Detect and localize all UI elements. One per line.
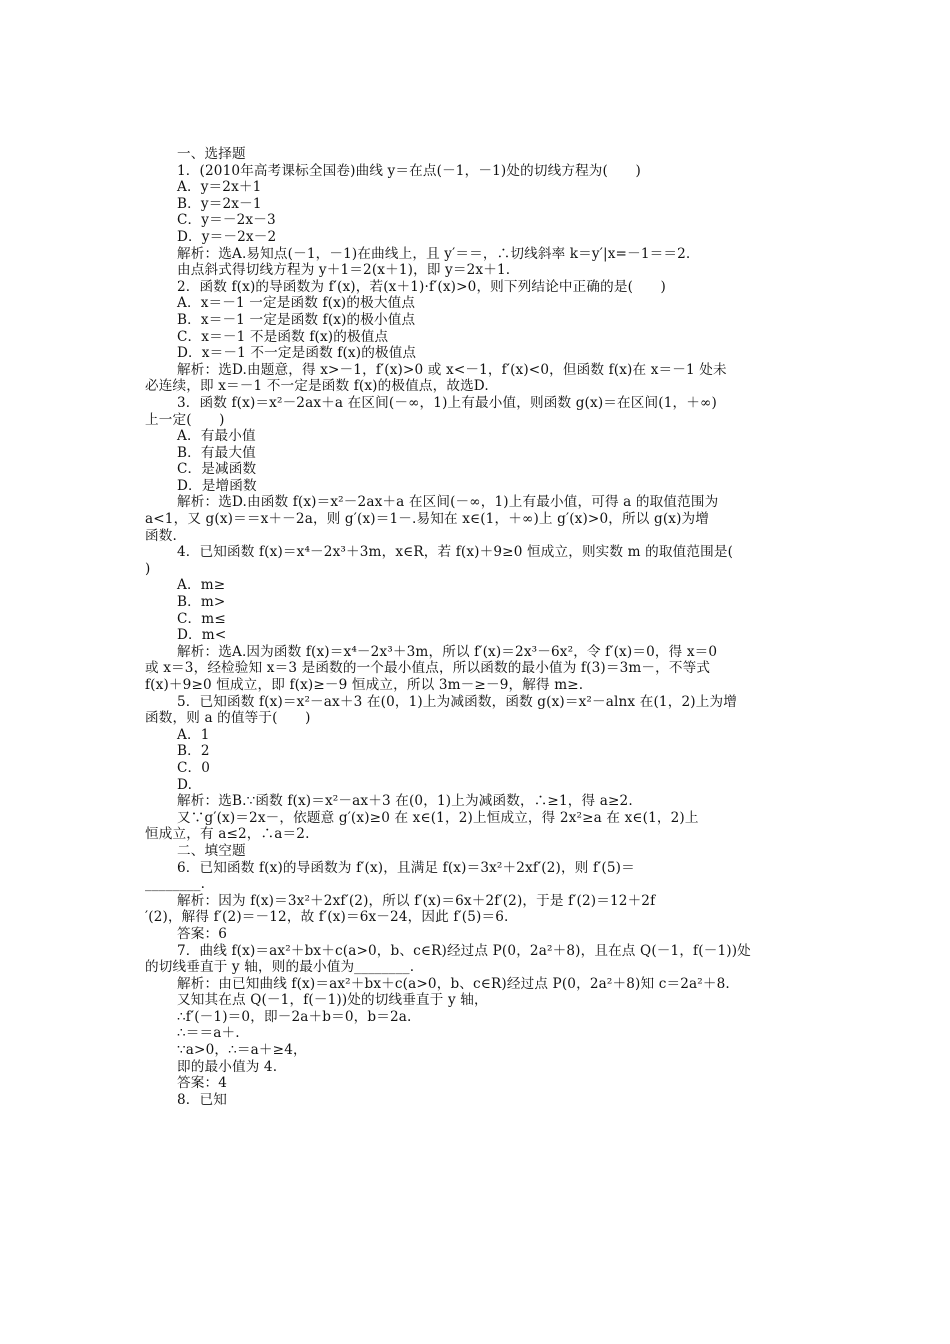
text-line: C．是减函数 xyxy=(177,461,257,478)
text-line: 的切线垂直于 y 轴，则的最小值为________. xyxy=(145,959,415,976)
text-line: ∵a>0，∴＝a＋≥4， xyxy=(177,1042,307,1059)
text-line: 8．已知 xyxy=(177,1091,228,1108)
text-line: C．y＝－2x－3 xyxy=(177,212,276,229)
text-line: B．有最大值 xyxy=(177,444,256,461)
text-line: C．x＝－1 不是函数 f(x)的极值点 xyxy=(177,328,389,345)
text-line: C．0 xyxy=(177,759,211,776)
text-line: D．m< xyxy=(177,627,227,644)
text-line: 即的最小值为 4. xyxy=(177,1058,278,1075)
text-line: 函数. xyxy=(145,527,177,544)
text-line: 或 x＝3，经检验知 x＝3 是函数的一个最小值点，所以函数的最小值为 f(3)＝3m－，不等式 xyxy=(145,660,711,677)
text-line: B．x＝－1 一定是函数 f(x)的极小值点 xyxy=(177,311,416,328)
text-line: 答案：6 xyxy=(177,925,228,942)
text-line: D．y＝－2x－2 xyxy=(177,228,277,245)
text-line: 必连续，即 x＝－1 不一定是函数 f(x)的极值点，故选D. xyxy=(145,378,489,395)
text-line: 二、填空题 xyxy=(177,842,246,859)
document-body xyxy=(145,146,815,1108)
text-line: 7．曲线 f(x)＝ax²＋bx＋c(a>0，b、c∈R)经过点 P(0，2a²＋8)，且在点 Q(－1，f(－1))处 xyxy=(177,942,751,959)
text-line: 函数，则 a 的值等于( ) xyxy=(145,710,311,727)
text-line: ∴＝＝a＋. xyxy=(177,1025,240,1042)
text-line: ) xyxy=(145,560,151,577)
text-line: 4．已知函数 f(x)＝x⁴－2x³＋3m，x∈R，若 f(x)＋9≥0 恒成立，则实数 m 的取值范围是( xyxy=(177,544,734,561)
text-line: 由点斜式得切线方程为 y＋1＝2(x＋1)，即 y＝2x＋1. xyxy=(177,262,511,279)
text-line: 解析：由已知曲线 f(x)＝ax²＋bx＋c(a>0，b、c∈R)经过点 P(0，2a²＋8)知 c＝2a²＋8. xyxy=(177,975,730,992)
text-line: B．2 xyxy=(177,743,210,760)
text-line: A．有最小值 xyxy=(177,428,256,445)
text-line: 解析：选A.因为函数 f(x)＝x⁴－2x³＋3m，所以 f′(x)＝2x³－6x²，令 f′(x)＝0，得 x＝0 xyxy=(177,643,718,660)
text-line: B．m> xyxy=(177,594,226,611)
text-line: 3．函数 f(x)＝x²－2ax＋a 在区间(－∞，1)上有最小值，则函数 g(x)＝在区间(1，＋∞) xyxy=(177,394,717,411)
text-line: ∴f′(－1)＝0，即－2a＋b＝0，b＝2a. xyxy=(177,1008,412,1025)
text-line: D．是增函数 xyxy=(177,477,257,494)
text-line: 又知其在点 Q(－1，f(－1))处的切线垂直于 y 轴， xyxy=(177,992,488,1009)
text-line: A．y＝2x＋1 xyxy=(177,179,262,196)
text-line: 解析：因为 f(x)＝3x²＋2xf′(2)，所以 f′(x)＝6x＋2f′(2)，于是 f′(2)＝12＋2f xyxy=(177,892,656,909)
text-line: D．x＝－1 不一定是函数 f(x)的极值点 xyxy=(177,345,417,362)
text-line: ′(2)，解得 f′(2)＝－12，故 f′(x)＝6x－24，因此 f′(5)＝6. xyxy=(145,909,509,926)
text-line: ________. xyxy=(145,876,206,893)
text-line: A．m≥ xyxy=(177,577,226,594)
text-line: 5．已知函数 f(x)＝x²－ax＋3 在(0，1)上为减函数，函数 g(x)＝x²－alnx 在(1，2)上为增 xyxy=(177,693,737,710)
text-line: a<1，又 g(x)＝＝x＋－2a，则 g′(x)＝1－.易知在 x∈(1，＋∞)上 g′(x)>0，所以 g(x)为增 xyxy=(145,511,710,528)
text-line: 2．函数 f(x)的导函数为 f′(x)，若(x＋1)·f′(x)>0，则下列结论中正确的是( ) xyxy=(177,278,667,295)
text-line: 解析：选D.由函数 f(x)＝x²－2ax＋a 在区间(－∞，1)上有最小值，可得 a 的取值范围为 xyxy=(177,494,719,511)
text-line: 解析：选D.由题意，得 x>－1，f′(x)>0 或 x<－1，f′(x)<0，但函数 f(x)在 x＝－1 处未 xyxy=(177,361,727,378)
text-line: 答案：4 xyxy=(177,1075,228,1092)
text-line: 恒成立，有 a≤2，∴a＝2. xyxy=(145,826,310,843)
text-line: f(x)＋9≥0 恒成立，即 f(x)≥－9 恒成立，所以 3m－≥－9，解得 m≥. xyxy=(145,677,584,693)
text-line: A．x＝－1 一定是函数 f(x)的极大值点 xyxy=(177,295,416,312)
text-line: B．y＝2x－1 xyxy=(177,195,262,212)
text-line: D. xyxy=(177,776,193,793)
text-line: A．1 xyxy=(177,726,210,743)
text-line: 一、选择题 xyxy=(177,146,246,162)
text-line: 解析：选A.易知点(－1，－1)在曲线上，且 y′＝＝，∴切线斜率 k＝y′|x=－1＝＝2. xyxy=(177,245,691,262)
text-line: 1．(2010年高考课标全国卷)曲线 y＝在点(－1，－1)处的切线方程为( ) xyxy=(177,162,641,179)
text-line: C．m≤ xyxy=(177,610,226,627)
text-line: 又∵g′(x)＝2x－，依题意 g′(x)≥0 在 x∈(1，2)上恒成立，得 2x²≥a 在 x∈(1，2)上 xyxy=(177,809,699,826)
text-line: 解析：选B.∵函数 f(x)＝x²－ax＋3 在(0，1)上为减函数，∴≥1，得 a≥2. xyxy=(177,793,633,810)
text-line: 上一定( ) xyxy=(145,411,225,428)
text-line: 6．已知函数 f(x)的导函数为 f′(x)，且满足 f(x)＝3x²＋2xf′(2)，则 f′(5)＝ xyxy=(177,859,635,876)
